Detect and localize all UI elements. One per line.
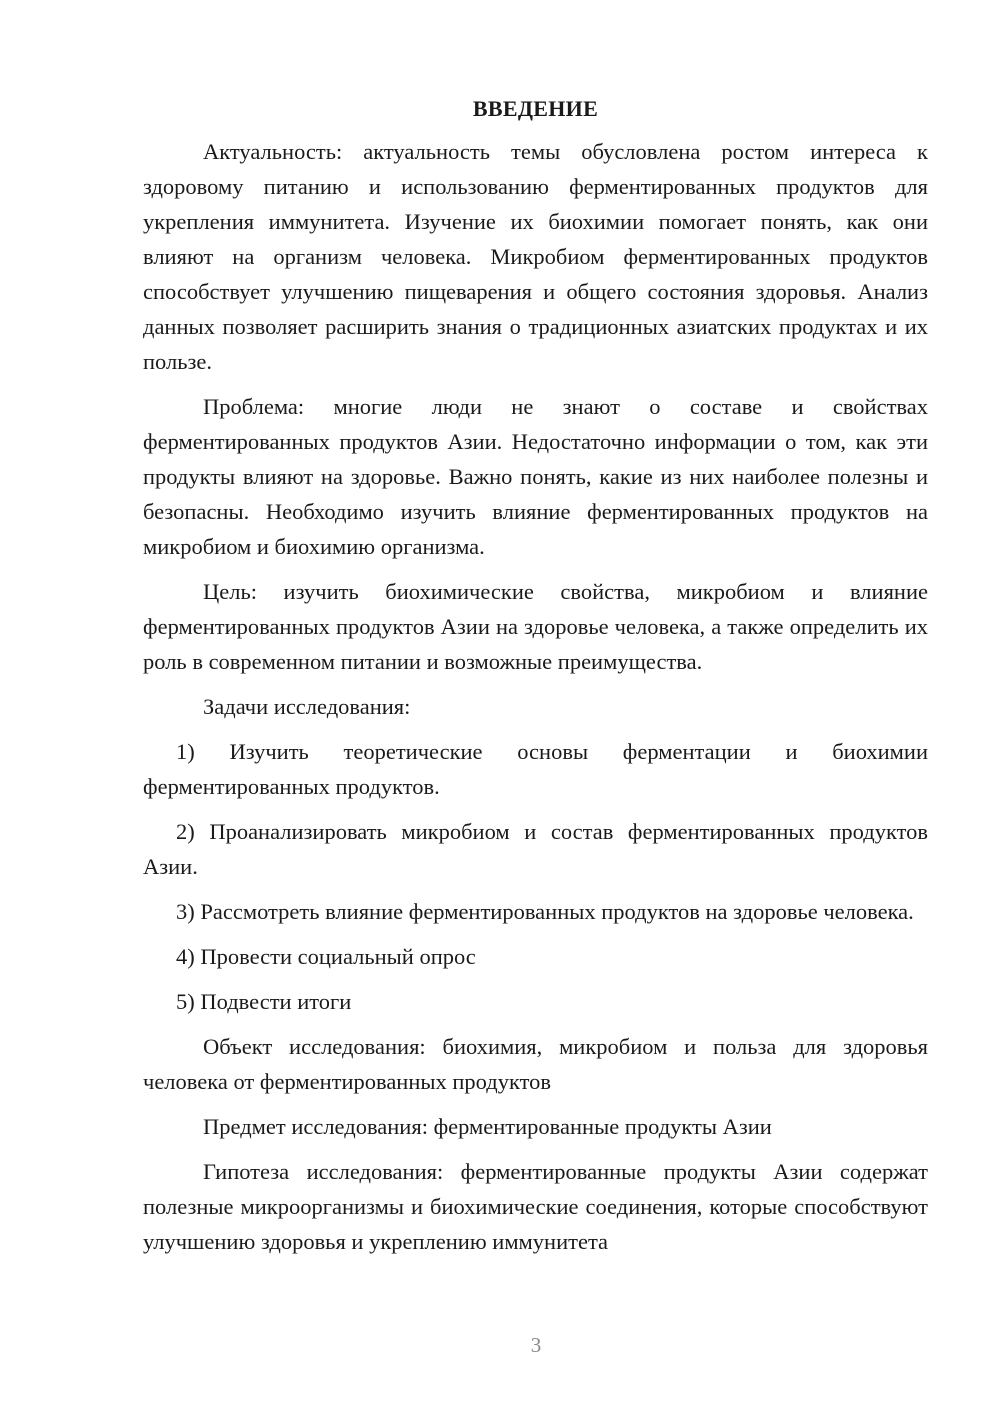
goal-paragraph: Цель: изучить биохимические свойства, микробиом и влияние ферментированных продуктов Азии на здоровье человека, а также определить их роль в современном питании и возможные преимущества. — [143, 579, 928, 674]
tasks-heading: Задачи исследования: — [203, 694, 411, 719]
task-item-2: 2) Проанализировать микробиом и состав ферментированных продуктов Азии. — [143, 819, 928, 879]
problem-paragraph: Проблема: многие люди не знают о составе и свойствах ферментированных продуктов Азии. Недостаточно информации о том, как эти продукты влияют на здоровье. Важно понять, какие из них наиболее полезны и безопасны. Необходимо изучить влияние ферментированных продуктов на микробиом и биохимию организма. — [143, 394, 928, 559]
page-content — [143, 94, 928, 1269]
page-number: 3 — [530, 1333, 542, 1357]
page-title: ВВЕДЕНИЕ — [472, 96, 599, 121]
hypothesis-paragraph: Гипотеза исследования: ферментированные продукты Азии содержат полезные микроорганизмы и биохимические соединения, которые способствуют улучшению здоровья и укреплению иммунитета — [143, 1159, 928, 1254]
relevance-paragraph: Актуальность: актуальность темы обусловлена ростом интереса к здоровому питанию и использованию ферментированных продуктов для укрепления иммунитета. Изучение их биохимии помогает понять, как они влияют на организм человека. Микробиом ферментированных продуктов способствует улучшению пищеварения и общего состояния здоровья. Анализ данных позволяет расширить знания о традиционных азиатских продуктах и их пользе. — [143, 139, 928, 374]
task-item-5: 5) Подвести итоги — [176, 989, 352, 1014]
object-paragraph: Объект исследования: биохимия, микробиом и польза для здоровья человека от ферментированных продуктов — [143, 1034, 928, 1094]
task-item-1: 1) Изучить теоретические основы ферментации и биохимии ферментированных продуктов. — [143, 739, 928, 799]
task-item-3: 3) Рассмотреть влияние ферментированных продуктов на здоровье человека. — [176, 899, 914, 924]
subject-paragraph: Предмет исследования: ферментированные продукты Азии — [203, 1114, 772, 1139]
task-item-4: 4) Провести социальный опрос — [176, 944, 476, 969]
